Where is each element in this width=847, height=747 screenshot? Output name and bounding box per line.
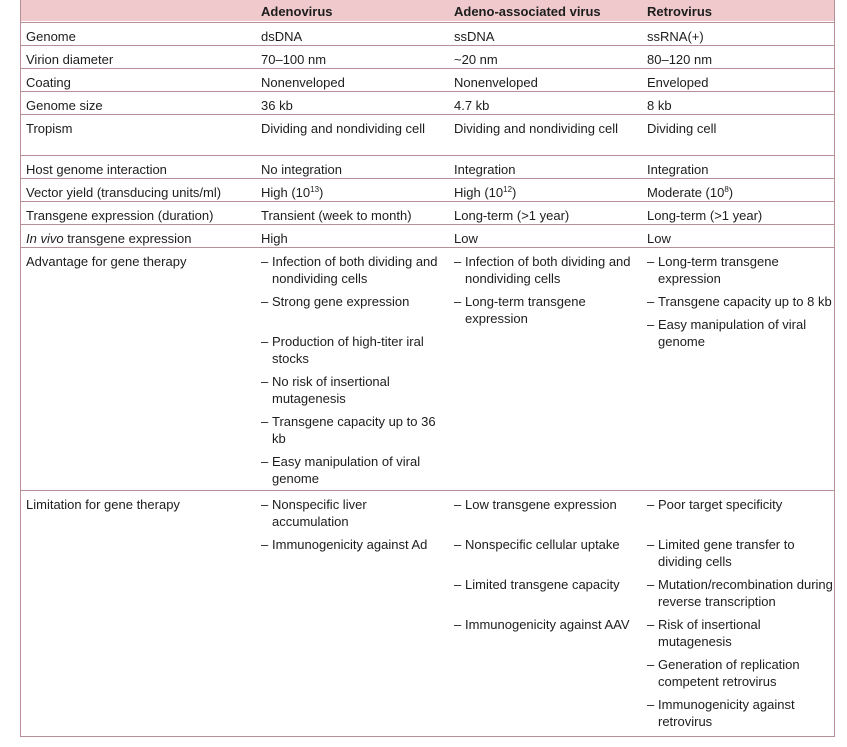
table-row — [21, 91, 834, 114]
table-row-limitation — [21, 490, 834, 737]
list-item-text: Limited transgene capacity — [465, 577, 620, 592]
list-item — [647, 696, 833, 730]
cell-adenovirus: Dividing and nondividing cell — [261, 121, 426, 136]
bullet-dash: – — [261, 374, 269, 389]
list-item — [261, 536, 446, 553]
cell-retrovirus — [647, 496, 833, 736]
cell-adenovirus: 36 kb — [261, 98, 293, 113]
bullet-dash: – — [454, 617, 462, 632]
cell-aav: ssDNA — [454, 29, 495, 44]
list-item-text: Immunogenicity against retrovirus — [658, 697, 795, 729]
cell-retrovirus: Low — [647, 231, 671, 246]
cell-retrovirus: ssRNA(+) — [647, 29, 704, 44]
list-item — [454, 496, 644, 513]
row-label: Genome — [26, 29, 76, 44]
comparison-table — [20, 0, 835, 737]
cell-retrovirus: Enveloped — [647, 75, 709, 90]
row-label: Virion diameter — [26, 52, 114, 67]
list-item-text: Transgene capacity up to 36 kb — [272, 414, 436, 446]
list-item-text: Long-term transgene expression — [658, 254, 779, 286]
bullet-dash: – — [647, 577, 655, 592]
value-text: High (10 — [261, 185, 311, 200]
list-item — [647, 253, 833, 287]
list-item — [647, 316, 833, 350]
list-item — [647, 496, 833, 513]
bullet-dash: – — [454, 294, 462, 309]
row-label: Vector yield (transducing units/ml) — [26, 185, 222, 200]
row-label: Coating — [26, 75, 71, 90]
list-item — [261, 253, 446, 287]
bullet-dash: – — [647, 537, 655, 552]
list-item-text: Strong gene expression — [272, 294, 410, 309]
list-item — [261, 496, 446, 530]
cell-aav: Integration — [454, 162, 516, 177]
table-row — [21, 155, 834, 178]
bullet-dash: – — [647, 497, 655, 512]
table-row-advantage — [21, 247, 834, 490]
list-item-text: Immunogenicity against Ad — [272, 537, 428, 552]
bullet-dash: – — [261, 454, 269, 469]
cell-adenovirus: Nonenveloped — [261, 75, 345, 90]
table-row — [21, 114, 834, 155]
row-label — [26, 230, 254, 247]
table-row — [21, 68, 834, 91]
table-row — [21, 178, 834, 201]
bullet-dash: – — [261, 254, 269, 269]
cell-aav: ~20 nm — [454, 52, 498, 67]
cell-retrovirus — [647, 184, 833, 201]
cell-retrovirus: Integration — [647, 162, 709, 177]
row-label: Advantage for gene therapy — [26, 254, 187, 269]
list-item-text: Transgene capacity up to 8 kb — [658, 294, 832, 309]
cell-aav: Long-term (>1 year) — [454, 208, 570, 223]
list-item — [261, 293, 446, 310]
cell-adenovirus — [261, 184, 446, 201]
cell-adenovirus: No integration — [261, 162, 342, 177]
row-label: Genome size — [26, 98, 103, 113]
table-row — [21, 22, 834, 45]
bullet-dash: – — [454, 537, 462, 552]
bullet-dash: – — [261, 414, 269, 429]
list-item — [261, 453, 446, 487]
cell-aav — [454, 496, 644, 639]
cell-aav — [454, 184, 644, 201]
list-item — [261, 373, 446, 407]
list-item — [647, 616, 833, 650]
list-item-text: No risk of insertional mutagenesis — [272, 374, 390, 406]
list-item-text: Nonspecific cellular uptake — [465, 537, 620, 552]
cell-retrovirus — [647, 253, 833, 356]
cell-adenovirus: Transient (week to month) — [261, 208, 412, 223]
list-item-text: Poor target specificity — [658, 497, 783, 512]
header-col-adenovirus: Adenovirus — [261, 4, 333, 19]
list-item — [261, 413, 446, 447]
label-italic: In vivo — [26, 231, 64, 246]
table-row — [21, 45, 834, 68]
exponent: 8 — [724, 185, 729, 194]
list-item — [454, 293, 644, 327]
header-col-aav: Adeno-associated virus — [454, 4, 601, 19]
list-item-text: Nonspecific liver accumulation — [272, 497, 367, 529]
bullet-dash: – — [261, 334, 269, 349]
cell-aav: 4.7 kb — [454, 98, 490, 113]
list-item — [647, 576, 833, 610]
list-item-text: Infection of both dividing and nondividing cells — [272, 254, 438, 286]
cell-retrovirus: 8 kb — [647, 98, 672, 113]
row-label: Transgene expression (duration) — [26, 208, 214, 223]
list-item — [647, 536, 833, 570]
list-item — [261, 333, 446, 367]
cell-aav: Low — [454, 231, 478, 246]
table-header — [21, 0, 834, 21]
list-item-text: Long-term transgene expression — [465, 294, 586, 326]
list-item — [454, 536, 644, 553]
list-item-text: Easy manipulation of viral genome — [272, 454, 421, 486]
list-item — [454, 253, 644, 287]
cell-retrovirus: Dividing cell — [647, 121, 717, 136]
list-item — [454, 576, 644, 593]
bullet-dash: – — [454, 254, 462, 269]
value-end: ) — [728, 185, 734, 200]
bullet-dash: – — [647, 697, 655, 712]
cell-adenovirus — [261, 496, 446, 559]
cell-retrovirus: 80–120 nm — [647, 52, 713, 67]
cell-adenovirus: dsDNA — [261, 29, 303, 44]
row-label: Tropism — [26, 121, 73, 136]
list-item — [647, 656, 833, 690]
cell-aav: Nonenveloped — [454, 75, 538, 90]
list-item-text: Infection of both dividing and nondividing cells — [465, 254, 631, 286]
table-row — [21, 201, 834, 224]
cell-retrovirus: Long-term (>1 year) — [647, 208, 763, 223]
exponent: 13 — [310, 185, 320, 194]
bullet-dash: – — [647, 317, 655, 332]
value-text: Moderate (10 — [647, 185, 725, 200]
cell-aav — [454, 253, 644, 333]
bullet-dash: – — [647, 294, 655, 309]
list-item-text: Risk of insertional mutagenesis — [658, 617, 761, 649]
exponent: 12 — [503, 185, 513, 194]
list-item-text: Mutation/recombination during reverse transcription — [658, 577, 833, 609]
list-item-text: Easy manipulation of viral genome — [658, 317, 807, 349]
list-item-text: Low transgene expression — [465, 497, 617, 512]
table-row — [21, 224, 834, 247]
bullet-dash: – — [454, 577, 462, 592]
list-item — [647, 293, 833, 310]
row-label: Limitation for gene therapy — [26, 497, 180, 512]
value-end: ) — [319, 185, 324, 200]
row-label: Host genome interaction — [26, 162, 167, 177]
list-item — [454, 616, 644, 633]
cell-adenovirus — [261, 253, 446, 493]
value-end: ) — [512, 185, 517, 200]
header-col-retrovirus: Retrovirus — [647, 4, 713, 19]
bullet-dash: – — [261, 294, 269, 309]
bullet-dash: – — [647, 657, 655, 672]
cell-adenovirus: High — [261, 231, 288, 246]
label-rest: transgene expression — [63, 231, 192, 246]
cell-aav: Dividing and nondividing cell — [454, 121, 619, 136]
cell-adenovirus: 70–100 nm — [261, 52, 327, 67]
list-item-text: Generation of replication competent retrovirus — [658, 657, 800, 689]
bullet-dash: – — [647, 617, 655, 632]
list-item-text: Immunogenicity against AAV — [465, 617, 630, 632]
list-item-text: Production of high-titer iral stocks — [272, 334, 424, 366]
bullet-dash: – — [261, 537, 269, 552]
bullet-dash: – — [454, 497, 462, 512]
bullet-dash: – — [261, 497, 269, 512]
bullet-dash: – — [647, 254, 655, 269]
value-text: High (10 — [454, 185, 504, 200]
list-item-text: Limited gene transfer to dividing cells — [658, 537, 795, 569]
